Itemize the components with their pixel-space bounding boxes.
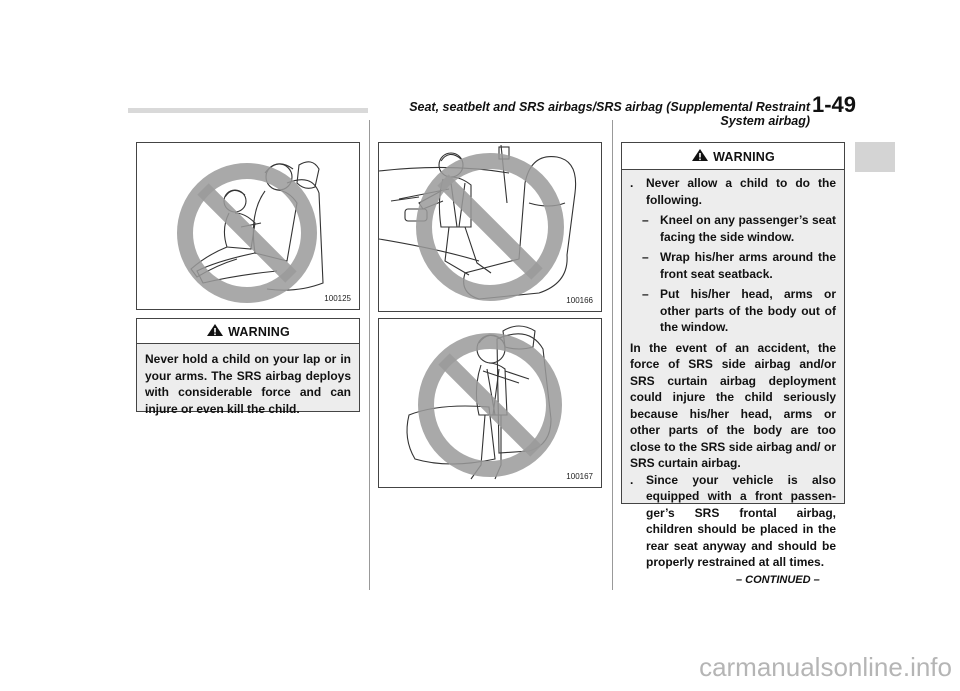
dash-text: Kneel on any passenger’s seat facing the side window. bbox=[660, 213, 836, 244]
dash-text: Put his/her head, arms or other parts of the body out of the window. bbox=[660, 287, 836, 334]
page-number: 1-49 bbox=[812, 92, 857, 117]
warning-header bbox=[622, 143, 844, 170]
dash-item bbox=[642, 212, 836, 245]
bullet-marker: . bbox=[630, 176, 634, 190]
warning-heading: WARNING bbox=[713, 150, 775, 164]
child-hugging-seatback-illustration bbox=[379, 319, 601, 487]
watermark: carmanualsonline.info bbox=[699, 652, 952, 682]
figure-id: 100167 bbox=[566, 472, 593, 481]
child-at-window-illustration bbox=[379, 143, 601, 311]
dash-marker: – bbox=[642, 250, 649, 264]
dash-item bbox=[642, 249, 836, 282]
figure-child-hugging-seatback bbox=[378, 318, 602, 488]
child-on-lap-illustration bbox=[137, 143, 359, 309]
warning-text: Never hold a child on your lap or in your arms. The SRS airbag deploys with considerable force and can injure or even kill the child. bbox=[145, 352, 351, 416]
figure-id: 100166 bbox=[566, 296, 593, 305]
section-title: Seat, seatbelt and SRS airbags/SRS airbag (Supplemental Restraint System airbag) bbox=[409, 100, 810, 128]
warning-triangle-icon bbox=[691, 148, 709, 162]
warning-paragraph: In the event of an accident, the force of SRS side airbag and/or SRS curtain airbag deployment could injure the child seriously because his/her head, arms or other parts of the body are too close to the SRS side airbag and/ or SRS curtain airbag. bbox=[630, 340, 836, 470]
dash-marker: – bbox=[642, 213, 649, 227]
continued-label: – CONTINUED – bbox=[736, 574, 820, 586]
dash-text: Wrap his/her arms around the front seat seatback. bbox=[660, 250, 836, 281]
figure-child-at-window bbox=[378, 142, 602, 312]
bullet-text: Never allow a child to do the following. bbox=[646, 176, 836, 207]
column-divider bbox=[612, 120, 613, 590]
warning-box-left bbox=[136, 318, 360, 416]
bullet-item bbox=[630, 472, 836, 571]
column-divider bbox=[369, 120, 370, 590]
dash-marker: – bbox=[642, 287, 649, 301]
warning-header bbox=[137, 319, 359, 344]
warning-triangle-icon bbox=[206, 323, 224, 337]
warning-heading: WARNING bbox=[228, 325, 290, 339]
bullet-item bbox=[630, 175, 836, 208]
figure-id: 100125 bbox=[324, 294, 351, 303]
thumb-tab bbox=[855, 142, 895, 172]
bullet-text: Since your vehicle is also equipped with a front passen- ger’s SRS frontal airbag, children should be placed in the rear seat anyway and should be properly restrained at all times. bbox=[646, 472, 836, 569]
header-rule bbox=[128, 108, 368, 113]
bullet-marker: . bbox=[630, 472, 634, 487]
warning-box-right bbox=[621, 142, 845, 569]
figure-child-on-lap bbox=[136, 142, 360, 310]
dash-item bbox=[642, 286, 836, 336]
